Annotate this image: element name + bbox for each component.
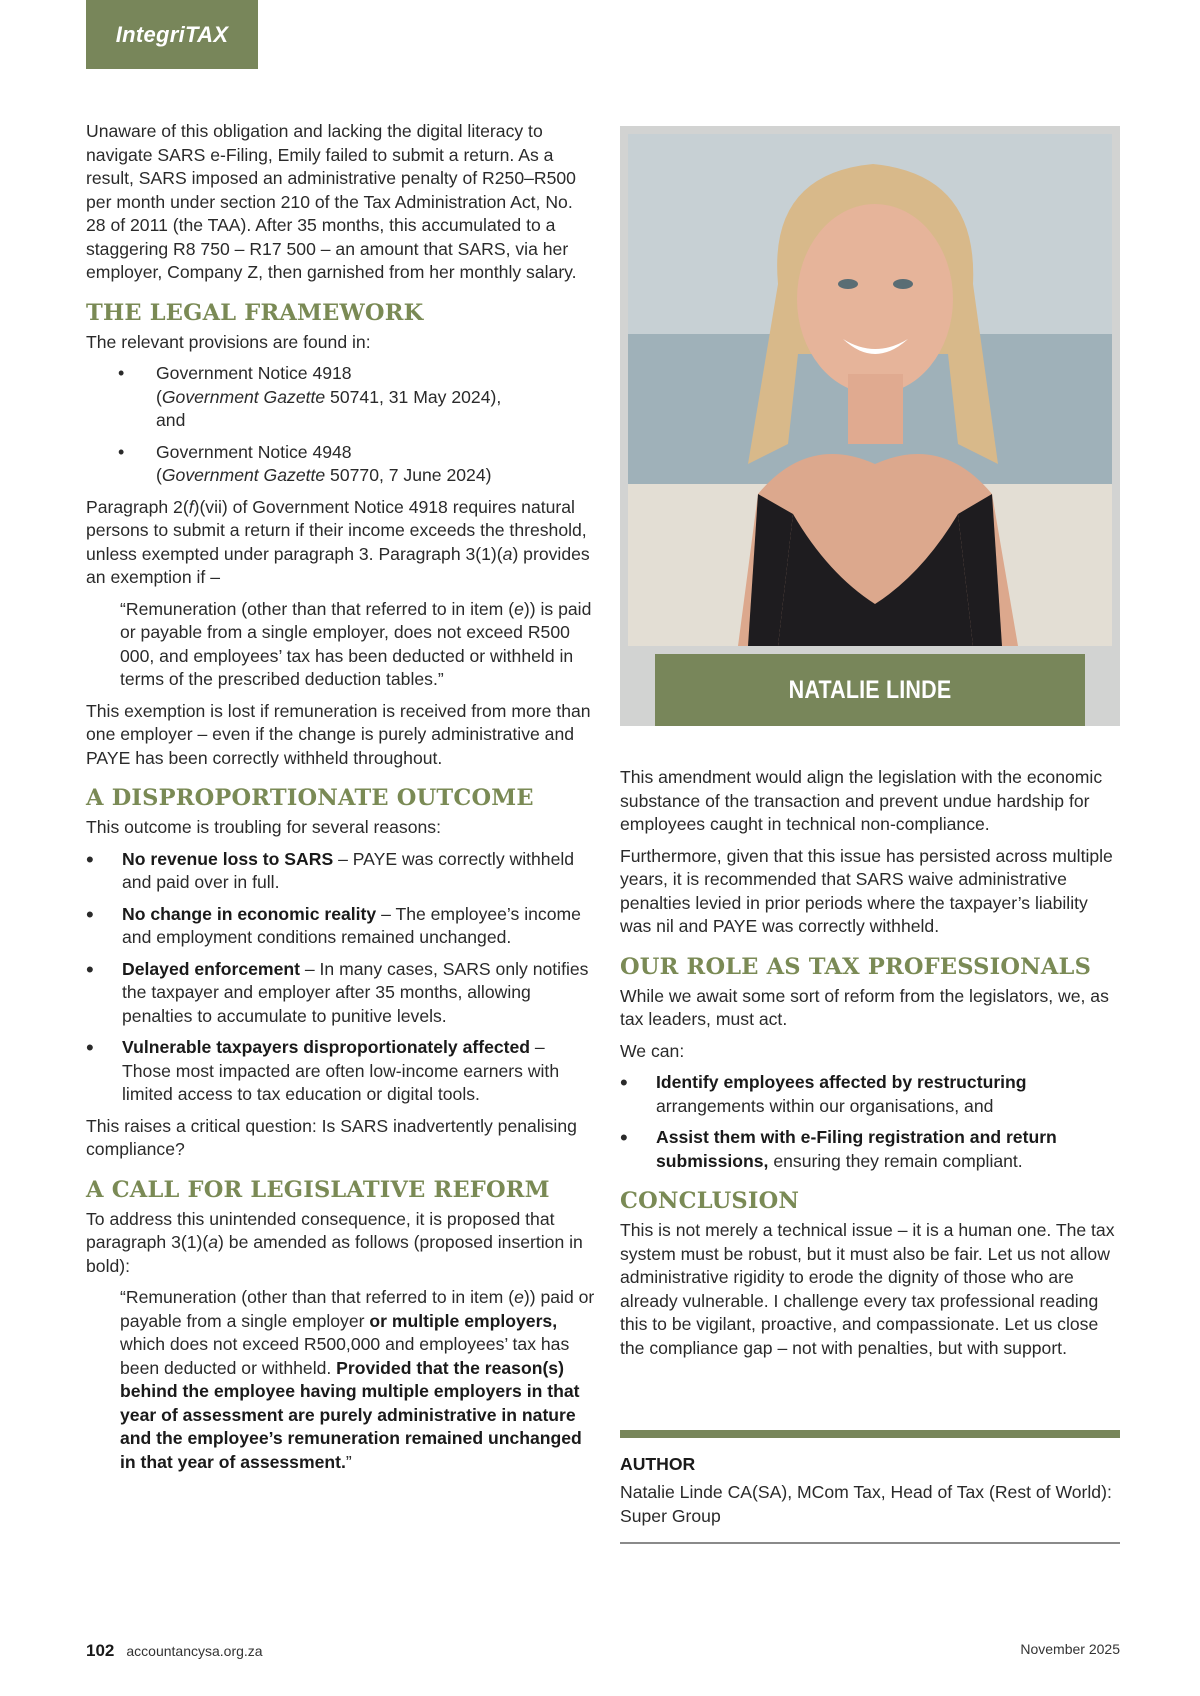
author-photo-frame: [620, 126, 1120, 726]
footer-left: [86, 1641, 263, 1661]
list-item: • Assist them with e-Filing registration and return submissions, ensuring they remain compliant.: [620, 1126, 1120, 1173]
amendment-quote: “Remuneration (other than that referred to in item (e)) paid or payable from a single employer or multiple employers, which does not exceed R500,000 and employees’ tax has been deducted or withheld. Provided that the reason(s) behind the employee having multiple employers in that year of assessment are purely administrative in nature and the employee’s remuneration remained unchanged in that year of assessment.”: [120, 1287, 595, 1472]
paragraph-requirements: Paragraph 2(f)(vii) of Government Notice 4918 requires natural persons to submit a return if their income exceeds the threshold, unless exempted under paragraph 3. Paragraph 3(1)(a) provides an exemption if –: [86, 496, 590, 587]
legal-framework-heading: THE LEGAL FRAMEWORK: [86, 299, 424, 326]
role-heading: OUR ROLE AS TAX PROFESSIONALS: [620, 953, 1092, 980]
portrait-illustration: [628, 134, 1112, 646]
outcome-lead: This outcome is troubling for several reasons:: [86, 817, 441, 837]
role-paragraph: While we await some sort of reform from the legislators, we, as tax leaders, must act.: [620, 985, 1109, 1029]
left-column: [86, 120, 596, 1482]
list-item: • Identify employees affected by restructuring arrangements within our organisations, and: [620, 1071, 1120, 1118]
waive-penalties-paragraph: Furthermore, given that this issue has persisted across multiple years, it is recommended that SARS waive administrative penalties levied in prior periods where the taxpayer’s liability was nil and PAYE was correctly withheld.: [620, 845, 1113, 936]
outcome-heading: A DISPROPORTIONATE OUTCOME: [86, 785, 534, 811]
list-item: • Delayed enforcement – In many cases, SARS only notifies the taxpayer and employer after 35 months, allowing penalties to accumulate to punitive levels.: [86, 958, 596, 1029]
list-item: • No revenue loss to SARS – PAYE was correctly withheld and paid over in full.: [86, 848, 596, 895]
conclusion-heading: CONCLUSION: [620, 1188, 800, 1214]
author-text: Natalie Linde CA(SA), MCom Tax, Head of Tax (Rest of World): Super Group: [620, 1482, 1112, 1526]
conclusion-paragraph: This is not merely a technical issue – it is a human one. The tax system must be robust, but it must also be fair. Let us not allow administrative rigidity to erode the dignity of those who are already vulnerable. I challenge every tax professional reading this to be vigilant, proactive, and compassionate. Let us close the compliance gap – not with penalties, but with support.: [620, 1220, 1115, 1358]
footer-site: accountancysa.org.za: [126, 1643, 263, 1659]
page-number: 102: [86, 1641, 115, 1660]
list-item: • No change in economic reality – The employee’s income and employment conditions remained unchanged.: [86, 903, 596, 950]
critical-question: This raises a critical question: Is SARS inadvertently penalising compliance?: [86, 1115, 577, 1159]
author-bottom-divider: [620, 1542, 1120, 1544]
intro-paragraph: Unaware of this obligation and lacking the digital literacy to navigate SARS e-Filing, Emily failed to submit a return. As a result, SARS imposed an administrative penalty of R250–R500 per month under section 210 of the Tax Administration Act, No. 28 of 2011 (the TAA). After 35 months, this accumulated to a staggering R8 750 – R17 500 – an amount that SARS, via her employer, Company Z, then garnished from her monthly salary.: [86, 121, 577, 282]
reform-heading: A CALL FOR LEGISLATIVE REFORM: [86, 1176, 550, 1203]
legal-lead: The relevant provisions are found in:: [86, 331, 371, 352]
reform-paragraph: To address this unintended consequence, it is proposed that paragraph 3(1)(a) be amended as follows (proposed insertion in bold):: [86, 1208, 583, 1276]
right-column: [620, 120, 1120, 1544]
notice-list: [86, 362, 596, 488]
author-photo: [628, 134, 1112, 646]
list-item: • Government Notice 4918 (Government Gazette 50741, 31 May 2024), and: [86, 362, 596, 433]
author-label: AUTHOR: [620, 1454, 696, 1474]
author-divider: [620, 1430, 1120, 1438]
list-item: • Government Notice 4948 (Government Gazette 50770, 7 June 2024): [86, 441, 596, 488]
reasons-list: [86, 848, 596, 1107]
exemption-lost-paragraph: This exemption is lost if remuneration is received from more than one employer – even if the change is purely administrative and PAYE has been correctly withheld throughout.: [86, 700, 591, 768]
photo-caption: NATALIE LINDE: [655, 654, 1085, 726]
we-can: We can:: [620, 1040, 685, 1061]
exemption-quote: “Remuneration (other than that referred to in item (e)) is paid or payable from a single employer, does not exceed R500 000, and employees’ tax has been deducted or withheld in terms of the prescribed deduction tables.”: [120, 598, 592, 689]
actions-list: [620, 1071, 1120, 1173]
amendment-paragraph: This amendment would align the legislation with the economic substance of the transaction and prevent undue hardship for employees caught in technical non-compliance.: [620, 767, 1103, 834]
list-item: • Vulnerable taxpayers disproportionately affected – Those most impacted are often low-income earners with limited access to tax education or digital tools.: [86, 1036, 596, 1107]
brand-logo: IntegriTAX: [86, 0, 258, 69]
footer-date: November 2025: [1020, 1641, 1120, 1657]
